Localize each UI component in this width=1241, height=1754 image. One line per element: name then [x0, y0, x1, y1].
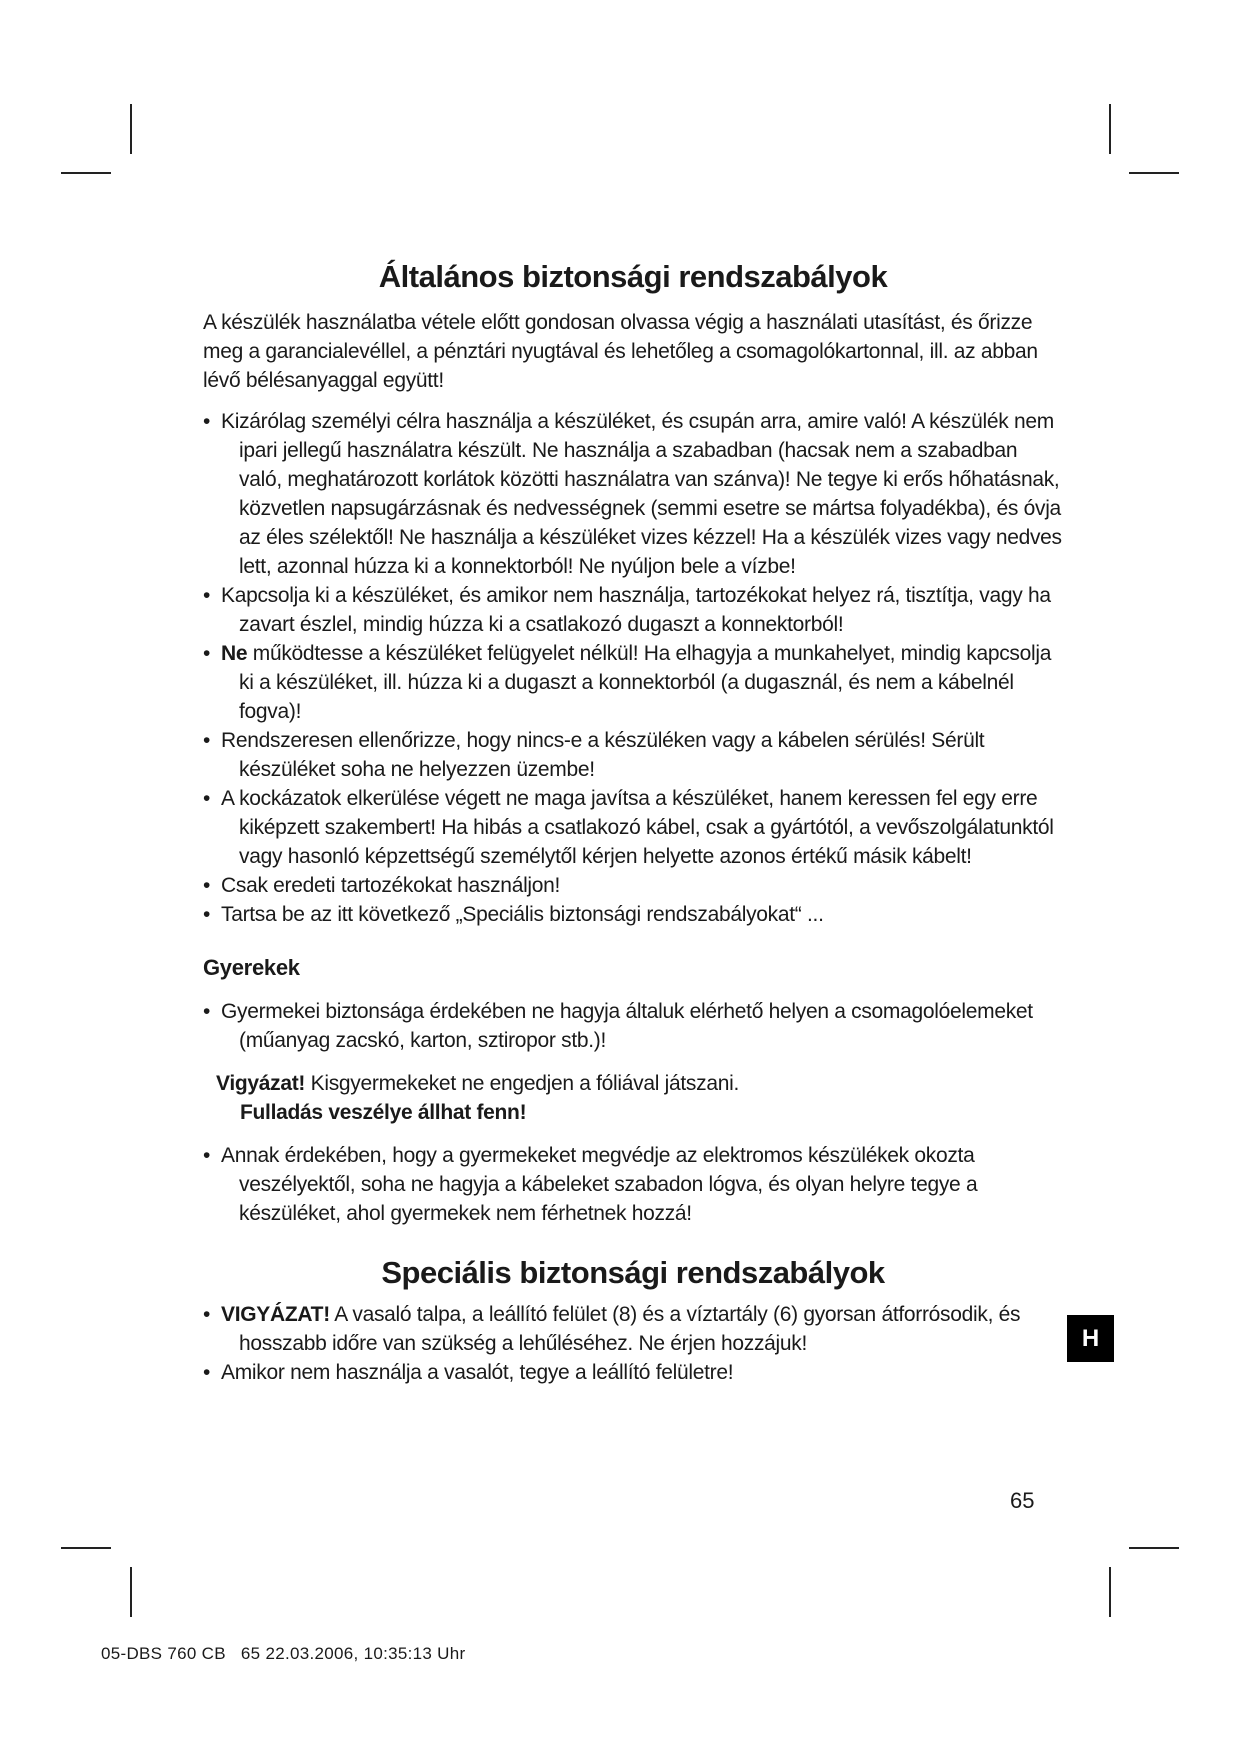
- ne-bold: Ne: [221, 642, 248, 665]
- print-footer: 05-DBS 760 CB 65 22.03.2006, 10:35:13 Uhr: [101, 1644, 466, 1663]
- list-item: • Csak eredeti tartozékokat használjon!: [203, 871, 1063, 900]
- children-list-1: [203, 997, 1063, 1055]
- ne-text: működtesse a készüléket felügyelet nélkül! Ha elhagyja a munkahelyet, mindig kapcsolja ki a készüléket, ill. húzza ki a dugaszt a konnektorból (a dugasznál, és nem a kábelnél fogva)!: [239, 642, 1052, 723]
- children-list-2: [203, 1141, 1063, 1228]
- list-item: • Kizárólag személyi célra használja a készüléket, és csupán arra, amire való! A készülék nem ipari jellegű használatra készült. Ne használja a szabadban (hacsak nem a szabadban való, meghatározott korlátok közötti használatra van szánva)! Ne tegye ki erős hőhatásnak, közvetlen napsugárzásnak és nedvességnek (semmi esetre se mártsa folyadékba), és óvja az éles szélektől! Ne használja a készüléket vizes kézzel! Ha a készülék vizes vagy nedves lett, azonnal húzza ki a konnektorból! Ne nyúljon bele a vízbe!: [203, 407, 1063, 581]
- page-number: 65: [1010, 1488, 1035, 1513]
- caution-label: VIGYÁZAT!: [221, 1303, 330, 1326]
- warning-text: Kisgyermekeket ne engedjen a fóliával játszani.: [305, 1072, 739, 1095]
- crop-mark-bottom-left-horizontal: [61, 1547, 111, 1549]
- caution-text: A vasaló talpa, a leállító felület (8) és a víztartály (6) gyorsan átforrósodik, és hosszabb időre van szükség a lehűléséhez. Ne érjen hozzájuk!: [239, 1303, 1021, 1355]
- intro-paragraph: A készülék használatba vétele előtt gondosan olvassa végig a használati utasítást, és őrizze meg a garancialevéllel, a pénztári nyugtával és lehetőleg a csomagolókartonnal, ill. az abban lévő bélésanyaggal együtt!: [203, 311, 1038, 392]
- crop-mark-bottom-right-horizontal: [1129, 1547, 1179, 1549]
- list-item: • A kockázatok elkerülése végett ne maga javítsa a készüléket, hanem keressen fel egy erre kiképzett szakembert! Ha hibás a csatlakozó kábel, csak a gyártótól, a vevőszolgálatunktól vagy hasonló képzettségű személytől kérjen helyette azonos értékű másik kábelt!: [203, 784, 1063, 871]
- crop-mark-top-left-horizontal: [61, 172, 111, 174]
- warning-label: Vigyázat!: [216, 1072, 306, 1095]
- list-item: • Tartsa be az itt következő „Speciális biztonsági rendszabályokat“ ...: [203, 900, 1063, 929]
- language-tab: H: [1067, 1315, 1114, 1362]
- special-title: Speciális biztonsági rendszabályok: [381, 1255, 885, 1290]
- list-item: [203, 639, 1063, 726]
- crop-mark-bottom-left-vertical: [130, 1567, 132, 1617]
- list-item: [203, 1300, 1063, 1358]
- list-item: • Annak érdekében, hogy a gyermekeket megvédje az elektromos készülékek okozta veszélyektől, soha ne hagyja a kábeleket szabadon lógva, és olyan helyre tegye a készüléket, ahol gyermekek nem férhetnek hozzá!: [203, 1141, 1063, 1228]
- list-item: • Kapcsolja ki a készüléket, és amikor nem használja, tartozékokat helyez rá, tisztítja, vagy ha zavart észlel, mindig húzza ki a csatlakozó dugaszt a konnektorból!: [203, 581, 1063, 639]
- list-item: • Gyermekei biztonsága érdekében ne hagyja általuk elérhető helyen a csomagolóelemeket (műanyag zacskó, karton, sztiropor stb.)!: [203, 997, 1063, 1055]
- list-item: • Rendszeresen ellenőrizze, hogy nincs-e a készüléken vagy a kábelen sérülés! Sérült készüléket soha ne helyezzen üzembe!: [203, 726, 1063, 784]
- page-content: [203, 258, 1063, 1401]
- crop-mark-top-right-horizontal: [1129, 172, 1179, 174]
- warning-suffocation: Fulladás veszélye állhat fenn!: [240, 1101, 527, 1124]
- crop-mark-top-left-vertical: [130, 104, 132, 154]
- children-warning: [203, 1069, 1063, 1127]
- children-heading: Gyerekek: [203, 955, 300, 980]
- special-safety-list: [203, 1300, 1063, 1387]
- crop-mark-bottom-right-vertical: [1109, 1567, 1111, 1617]
- general-safety-list: [203, 407, 1063, 929]
- page-title: Általános biztonsági rendszabályok: [378, 259, 888, 294]
- list-item: • Amikor nem használja a vasalót, tegye a leállító felületre!: [203, 1358, 1063, 1387]
- crop-mark-top-right-vertical: [1109, 104, 1111, 154]
